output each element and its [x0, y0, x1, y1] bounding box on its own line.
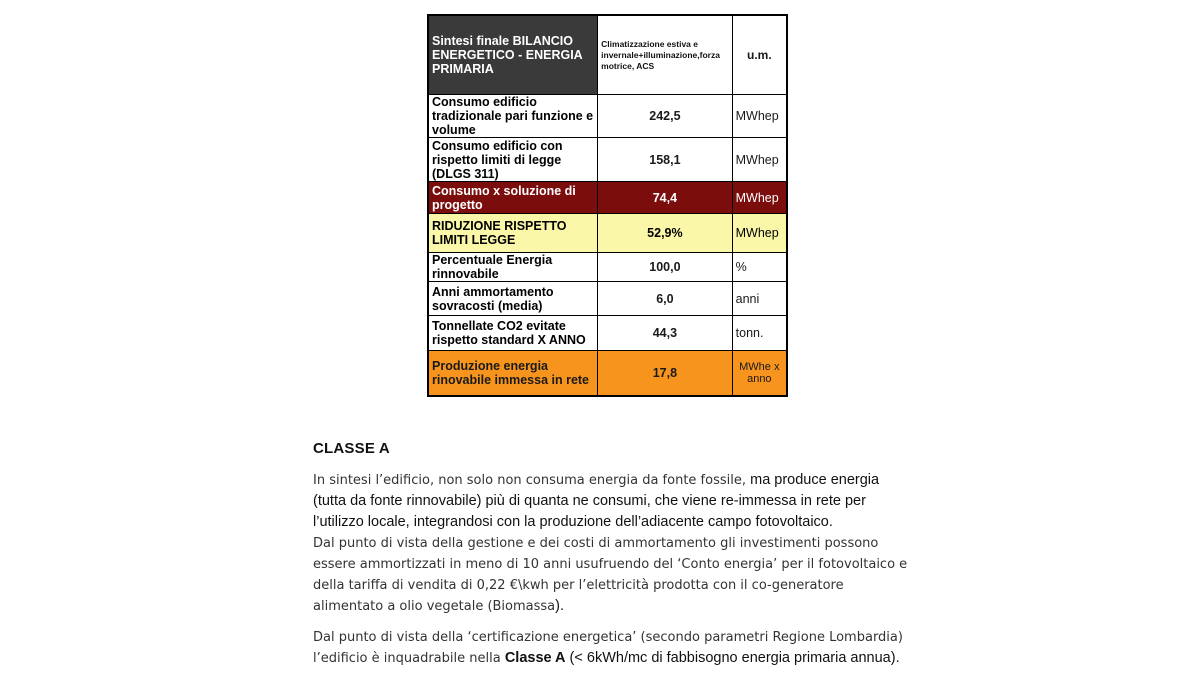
row-label: Consumo x soluzione di progetto	[428, 182, 598, 214]
paragraph-emphasis: ).	[555, 598, 565, 614]
row-unit: MWhep	[732, 214, 787, 253]
row-unit: tonn.	[732, 316, 787, 351]
row-unit: MWhep	[732, 95, 787, 138]
table-header-row	[428, 15, 787, 95]
table-row	[428, 282, 787, 316]
section-title: CLASSE A	[313, 440, 390, 457]
paragraph-emphasis: (< 6kWh/mc di fabbisogno energia primaria annua).	[565, 650, 900, 666]
row-label: Percentuale Energia rinnovabile	[428, 253, 598, 282]
row-label: RIDUZIONE RISPETTO LIMITI LEGGE	[428, 214, 598, 253]
row-value: 158,1	[598, 138, 732, 182]
table-unit-header: u.m.	[732, 15, 787, 95]
row-label: Produzione energia rinovabile immessa in rete	[428, 351, 598, 397]
table-row	[428, 95, 787, 138]
row-unit: anni	[732, 282, 787, 316]
row-label: Tonnellate CO2 evitate rispetto standard X ANNO	[428, 316, 598, 351]
row-value: 17,8	[598, 351, 732, 397]
row-unit: MWhep	[732, 138, 787, 182]
paragraph-text: Dal punto di vista della ‘certificazione energetica’ (secondo parametri Regione Lombardia) l’edificio è inquadrabile nella	[313, 630, 903, 666]
table-title-cell: Sintesi finale BILANCIO ENERGETICO - ENERGIA PRIMARIA	[428, 15, 598, 95]
row-value: 74,4	[598, 182, 732, 214]
table-row-highlight-red	[428, 182, 787, 214]
table-row	[428, 138, 787, 182]
row-unit: MWhep	[732, 182, 787, 214]
row-label: Consumo edificio tradizionale pari funzione e volume	[428, 95, 598, 138]
row-unit: %	[732, 253, 787, 282]
row-value: 242,5	[598, 95, 732, 138]
table-description-cell: Climatizzazione estiva e invernale+illuminazione,forza motrice, ACS	[598, 15, 732, 95]
paragraph-emphasis: ma produce energia (tutta da fonte rinnovabile) più di quanta ne consumi, che viene re-immessa in rete per l’utilizzo locale, integrandosi con la produzione dell’adiacente campo fotovoltaico.	[313, 472, 880, 530]
paragraph-text: In sintesi l’edificio, non solo non consuma energia da fonte fossile,	[313, 473, 751, 488]
classe-a-emphasis: Classe A	[504, 650, 566, 666]
paragraph-summary	[313, 470, 913, 617]
paragraph-text: Dal punto di vista della gestione e dei costi di ammortamento gli investimenti possono essere ammortizzati in meno di 10 anni usufruendo del ‘Conto energia’ per il fotovoltaico e della tariffa di vendita di 0,22 €\kwh per l’elettricità prodotta con il co-generatore alimentato a olio vegetale (Biomassa	[313, 536, 908, 614]
row-label: Anni ammortamento sovracosti (media)	[428, 282, 598, 316]
row-value: 6,0	[598, 282, 732, 316]
row-value: 52,9%	[598, 214, 732, 253]
classe-a-section	[313, 440, 913, 679]
row-value: 100,0	[598, 253, 732, 282]
table-row-highlight-yellow	[428, 214, 787, 253]
row-label: Consumo edificio con rispetto limiti di legge (DLGS 311)	[428, 138, 598, 182]
row-unit: MWhe x anno	[732, 351, 787, 397]
row-value: 44,3	[598, 316, 732, 351]
table-row	[428, 253, 787, 282]
table-row	[428, 316, 787, 351]
energy-balance-table	[427, 14, 788, 397]
paragraph-certification	[313, 627, 913, 669]
table-row-highlight-orange	[428, 351, 787, 397]
